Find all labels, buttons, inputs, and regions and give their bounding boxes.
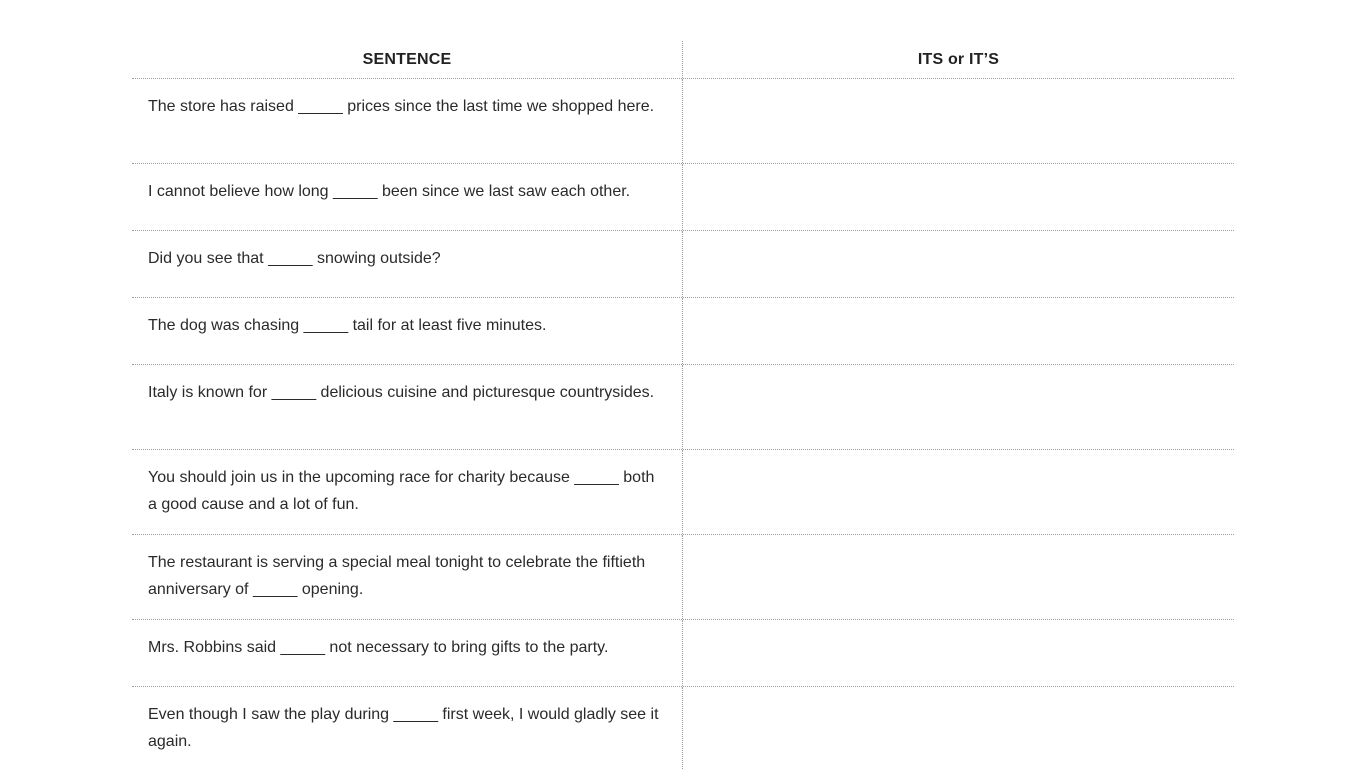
sentence-cell: Did you see that _____ snowing outside? bbox=[132, 231, 683, 297]
answer-cell[interactable] bbox=[683, 365, 1234, 449]
sentence-cell: Italy is known for _____ delicious cuisine and picturesque countrysides. bbox=[132, 365, 683, 449]
sentence-cell: The dog was chasing _____ tail for at least five minutes. bbox=[132, 298, 683, 364]
table-row bbox=[132, 450, 1234, 535]
answer-cell[interactable] bbox=[683, 450, 1234, 534]
answer-cell[interactable] bbox=[683, 79, 1234, 163]
table-row bbox=[132, 535, 1234, 620]
table-row bbox=[132, 687, 1234, 769]
sentence-column-header: SENTENCE bbox=[132, 41, 683, 78]
worksheet-table bbox=[132, 41, 1234, 769]
answer-column-header: ITS or IT’S bbox=[917, 51, 1000, 68]
sentence-cell: Even though I saw the play during _____ first week, I would gladly see it again. bbox=[132, 687, 683, 769]
answer-cell[interactable] bbox=[683, 535, 1234, 619]
sentence-cell: You should join us in the upcoming race for charity because _____ both a good cause and a lot of fun. bbox=[132, 450, 683, 534]
answer-cell[interactable] bbox=[683, 620, 1234, 686]
table-row bbox=[132, 365, 1234, 450]
table-row bbox=[132, 79, 1234, 164]
sentence-cell: The restaurant is serving a special meal tonight to celebrate the fiftieth anniversary of _____ opening. bbox=[132, 535, 683, 619]
answer-cell[interactable] bbox=[683, 687, 1234, 769]
table-row bbox=[132, 298, 1234, 365]
table-row bbox=[132, 620, 1234, 687]
answer-cell[interactable] bbox=[683, 164, 1234, 230]
table-header bbox=[132, 41, 1234, 79]
table-row bbox=[132, 164, 1234, 231]
table-row bbox=[132, 231, 1234, 298]
sentence-cell: I cannot believe how long _____ been since we last saw each other. bbox=[132, 164, 683, 230]
sentence-cell: The store has raised _____ prices since the last time we shopped here. bbox=[132, 79, 683, 163]
sentence-cell: Mrs. Robbins said _____ not necessary to bring gifts to the party. bbox=[132, 620, 683, 686]
answer-cell[interactable] bbox=[683, 231, 1234, 297]
answer-cell[interactable] bbox=[683, 298, 1234, 364]
